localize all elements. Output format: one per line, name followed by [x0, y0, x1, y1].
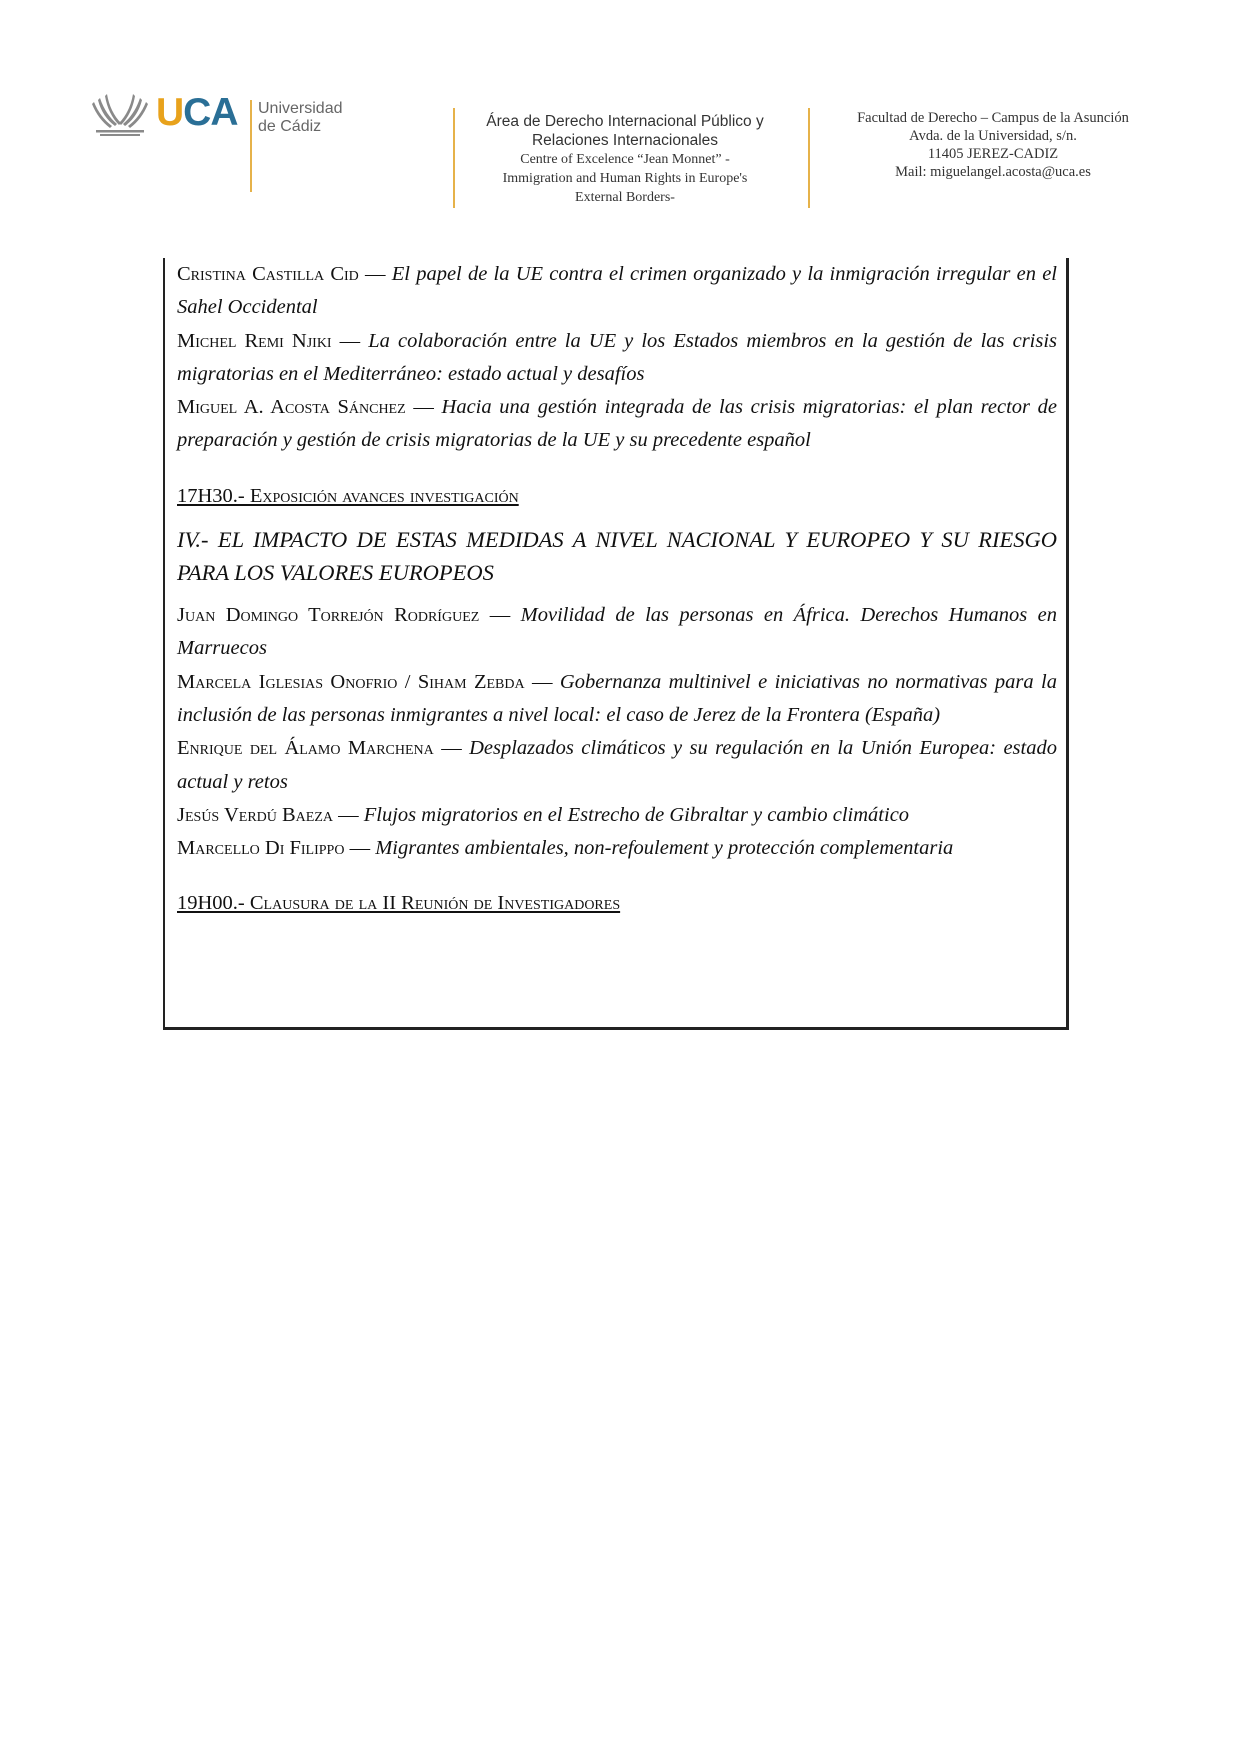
area-line-1: Área de Derecho Internacional Público y — [486, 113, 764, 130]
programme-entry — [177, 832, 1057, 865]
talk-title: Movilidad de las personas en África. Derechos Humanos en Marruecos — [177, 604, 1057, 660]
talk-title: Gobernanza multinivel e iniciativas no normativas para la inclusión de las personas inmigrantes a nivel local: el caso de Jerez de la Frontera (España) — [177, 670, 1057, 726]
speaker-name: Marcela Iglesias Onofrio / Siham Zebda — [177, 670, 525, 693]
programme-entry — [177, 258, 1057, 325]
area-line-5: External Borders- — [575, 190, 675, 205]
separator: — — [358, 263, 392, 285]
schedule-time-1730: 17H30.- Exposición avances investigación — [177, 484, 519, 507]
talk-title: La colaboración entre la UE y los Estados miembros en la gestión de las crisis migratorias en el Mediterráneo: estado actual y desafíos — [177, 329, 1058, 385]
talk-title: Desplazados climáticos y su regulación en la Unión Europea: estado actual y retos — [177, 737, 1057, 793]
section-heading-iv: IV.- EL IMPACTO DE ESTAS MEDIDAS A NIVEL NACIONAL Y EUROPEO Y SU RIESGO PARA LOS VALORES EUROPEOS — [177, 527, 1057, 586]
programme-entry — [177, 799, 1057, 832]
separator: — — [331, 329, 369, 352]
talk-title: El papel de la UE contra el crimen organizado y la inmigración irregular en el Sahel Occidental — [177, 263, 1057, 319]
address-block — [828, 109, 1158, 181]
programme-content — [177, 258, 1057, 921]
talk-title: Hacia una gestión integrada de las crisis migratorias: el plan rector de preparación y gestión de crisis migratorias de la UE y su precedente español — [177, 396, 1058, 452]
schedule-time-1900: 19H00.- Clausura de la II Reunión de Investigadores — [177, 892, 621, 915]
speaker-name: Michel Remi Njiki — [177, 329, 332, 352]
separator: — — [433, 737, 470, 760]
talk-title: Flujos migratorios en el Estrecho de Gibraltar y cambio climático — [363, 803, 910, 826]
separator: — — [479, 604, 521, 627]
programme-entry — [177, 325, 1057, 392]
speaker-name: Juan Domingo Torrejón Rodríguez — [177, 604, 480, 627]
department-block — [470, 112, 780, 207]
speaker-name: Jesús Verdú Baeza — [177, 803, 334, 826]
header-divider-1 — [250, 100, 252, 192]
address-line-3: 11405 JEREZ-CADIZ — [927, 146, 1059, 162]
area-line-2: Relaciones Internacionales — [531, 132, 719, 149]
speaker-name: Cristina Castilla Cid — [177, 263, 359, 285]
area-line-4: Immigration and Human Rights in Europe's — [502, 171, 748, 186]
address-line-4: Mail: miguelangel.acosta@uca.es — [895, 164, 1091, 180]
uca-logo — [90, 90, 250, 140]
university-line-1: Universidad — [258, 100, 343, 117]
separator: — — [405, 396, 442, 419]
talk-title: Migrantes ambientales, non-refoulement y protección complementaria — [375, 837, 954, 860]
address-line-1: Facultad de Derecho – Campus de la Asunción — [857, 110, 1129, 126]
uca-emblem-icon — [90, 90, 150, 138]
address-line-2: Avda. de la Universidad, s/n. — [909, 128, 1077, 144]
separator: — — [524, 670, 560, 693]
programme-entry — [177, 666, 1057, 733]
programme-entry — [177, 732, 1057, 799]
university-line-2: de Cádiz — [258, 118, 322, 135]
programme-entry — [177, 391, 1057, 458]
header-divider-2 — [453, 108, 455, 208]
speaker-name: Miguel A. Acosta Sánchez — [177, 396, 406, 419]
uca-wordmark — [156, 91, 238, 135]
wordmark-ca: CA — [183, 91, 238, 134]
separator: — — [344, 837, 376, 860]
separator: — — [333, 803, 364, 826]
programme-entry — [177, 599, 1057, 666]
area-line-3: Centre of Excelence “Jean Monnet” - — [520, 152, 730, 167]
university-name — [258, 100, 342, 136]
header-divider-3 — [808, 108, 810, 208]
speaker-name: Enrique del Álamo Marchena — [177, 737, 434, 760]
speaker-name: Marcello Di Filippo — [177, 837, 345, 860]
wordmark-u: U — [156, 91, 184, 134]
